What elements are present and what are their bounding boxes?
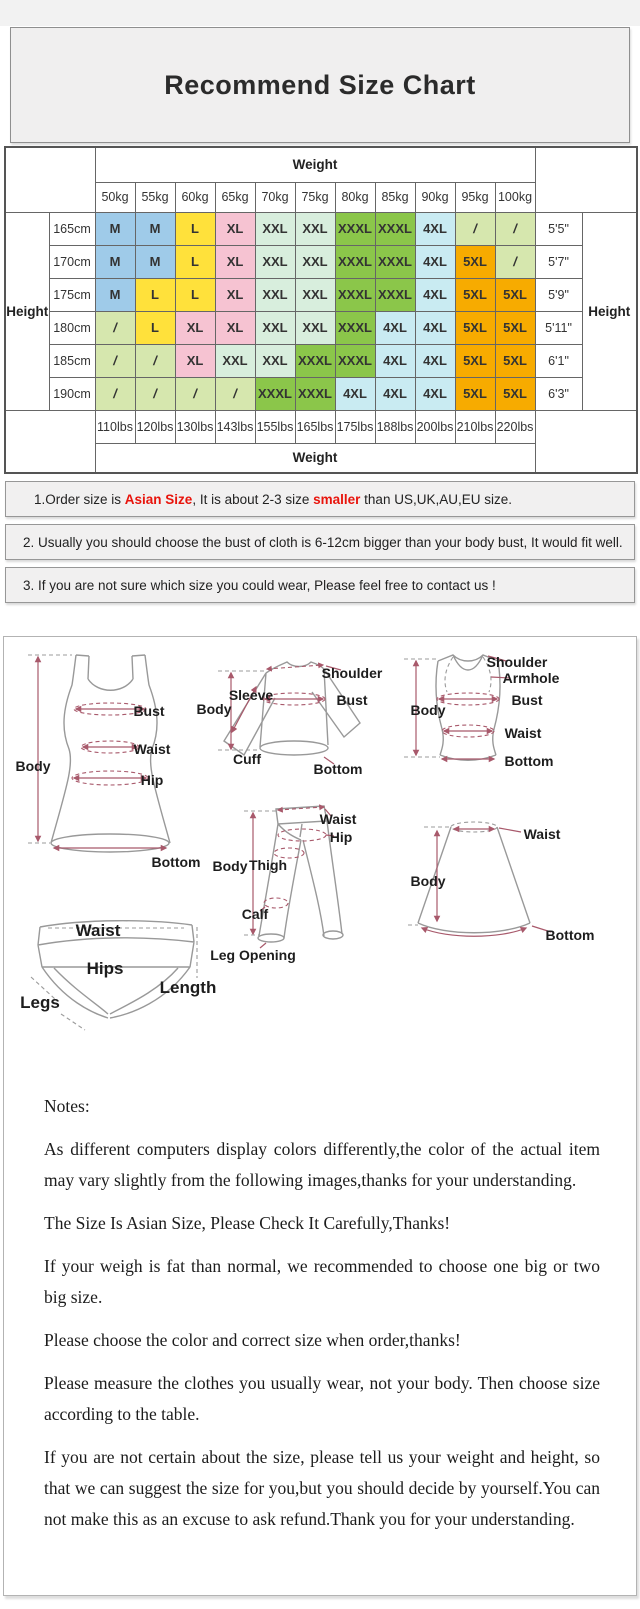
size-cell-180cm-95kg: 5XL [455,311,495,344]
dress-bust-label: Bust [133,703,165,719]
order-note-2 [5,524,635,560]
size-cell-185cm-80kg: XXXL [335,344,375,377]
note1-red-smaller: smaller [313,491,361,507]
size-cell-175cm-100kg: 5XL [495,278,535,311]
bottom-notes [4,1057,636,1535]
size-cell-170cm-80kg: XXXL [335,245,375,278]
size-cell-180cm-65kg: XL [215,311,255,344]
kg-label-4: 70kg [255,182,295,212]
size-table [4,146,638,474]
lbs-label-3: 143lbs [215,410,255,443]
skirt-body-label: Body [410,873,446,889]
height-ft-2: 5'9" [535,278,582,311]
pants-calf-label: Calf [241,906,269,922]
kg-label-0: 50kg [95,182,135,212]
size-cell-170cm-55kg: M [135,245,175,278]
size-cell-180cm-100kg: 5XL [495,311,535,344]
weight-header-top: Weight [95,147,535,182]
table-corner-top-right [535,147,637,212]
skirt-bottom-label: Bottom [545,927,595,943]
shirt-body-label: Body [196,701,232,717]
table-corner-bottom-left [5,410,95,473]
height-header-left: Height [5,212,49,410]
size-cell-165cm-50kg: M [95,212,135,245]
size-cell-180cm-50kg: / [95,311,135,344]
height-cm-3: 180cm [49,311,95,344]
size-cell-175cm-90kg: 4XL [415,278,455,311]
size-cell-180cm-60kg: XL [175,311,215,344]
page-title: Recommend Size Chart [164,69,476,100]
vest-bust-label: Bust [511,692,543,708]
lbs-label-9: 210lbs [455,410,495,443]
height-ft-1: 5'7" [535,245,582,278]
height-cm-4: 185cm [49,344,95,377]
bottom-notes-heading: Notes: [44,1096,90,1116]
size-cell-185cm-50kg: / [95,344,135,377]
size-cell-190cm-50kg: / [95,377,135,410]
size-cell-170cm-60kg: L [175,245,215,278]
bottom-note-paragraph: Please choose the color and correct size when order,thanks! [44,1330,461,1350]
top-margin-strip [0,0,640,26]
lbs-label-4: 155lbs [255,410,295,443]
height-cm-2: 175cm [49,278,95,311]
note3-text: 3. If you are not sure which size you could wear, Please feel free to contact us ! [23,577,496,593]
garment-diagrams [4,637,636,1057]
note1-text [34,492,512,507]
measurement-guide-box [3,636,637,1596]
lbs-label-2: 130lbs [175,410,215,443]
height-ft-5: 6'3" [535,377,582,410]
shirt-shoulder-label: Shoulder [321,665,383,681]
height-ft-0: 5'5" [535,212,582,245]
size-cell-190cm-55kg: / [135,377,175,410]
lbs-label-6: 175lbs [335,410,375,443]
size-cell-180cm-55kg: L [135,311,175,344]
note1-red-asian-size: Asian Size [124,491,193,507]
size-cell-185cm-65kg: XXL [215,344,255,377]
size-cell-165cm-85kg: XXXL [375,212,415,245]
briefs-waist-label: Waist [75,921,121,940]
skirt-waist-label: Waist [523,826,561,842]
briefs-hips-label: Hips [86,959,124,978]
pants-hip-label: Hip [329,829,353,845]
lbs-label-7: 188lbs [375,410,415,443]
height-cm-5: 190cm [49,377,95,410]
pants-waist-label: Waist [319,811,357,827]
size-cell-190cm-85kg: 4XL [375,377,415,410]
size-cell-190cm-90kg: 4XL [415,377,455,410]
kg-label-8: 90kg [415,182,455,212]
size-cell-170cm-50kg: M [95,245,135,278]
kg-label-5: 75kg [295,182,335,212]
size-cell-175cm-75kg: XXL [295,278,335,311]
shirt-sleeve-label: Sleeve [228,687,274,703]
pants-leg-opening-label: Leg Opening [210,947,296,963]
size-cell-175cm-85kg: XXXL [375,278,415,311]
height-header-right: Height [582,212,637,410]
vest-bottom-label: Bottom [504,753,554,769]
briefs-length-label: Length [159,978,217,997]
kg-label-10: 100kg [495,182,535,212]
dress-bottom-label: Bottom [151,854,201,870]
size-cell-190cm-75kg: XXXL [295,377,335,410]
table-corner-bottom-right [535,410,637,473]
kg-label-3: 65kg [215,182,255,212]
size-cell-190cm-100kg: 5XL [495,377,535,410]
size-cell-185cm-85kg: 4XL [375,344,415,377]
size-cell-185cm-55kg: / [135,344,175,377]
dress-hip-label: Hip [140,772,164,788]
briefs-legs-label: Legs [20,993,60,1012]
height-ft-4: 6'1" [535,344,582,377]
kg-label-6: 80kg [335,182,375,212]
size-cell-185cm-90kg: 4XL [415,344,455,377]
size-cell-190cm-95kg: 5XL [455,377,495,410]
size-cell-165cm-90kg: 4XL [415,212,455,245]
size-cell-190cm-60kg: / [175,377,215,410]
shirt-bottom-label: Bottom [313,761,363,777]
size-cell-180cm-85kg: 4XL [375,311,415,344]
size-cell-175cm-70kg: XXL [255,278,295,311]
size-cell-175cm-50kg: M [95,278,135,311]
lbs-label-5: 165lbs [295,410,335,443]
table-corner-top-left [5,147,95,212]
size-cell-185cm-75kg: XXXL [295,344,335,377]
bottom-note-paragraph: If you are not certain about the size, please tell us your weight and height, so that we can suggest the size for you,but you should decide by yourself.You can not make this as an excuse to ask refund.Thank you for your understanding. [44,1447,600,1529]
size-cell-185cm-60kg: XL [175,344,215,377]
size-cell-170cm-90kg: 4XL [415,245,455,278]
size-cell-190cm-65kg: / [215,377,255,410]
shirt-bust-label: Bust [336,692,368,708]
size-cell-180cm-70kg: XXL [255,311,295,344]
size-cell-165cm-55kg: M [135,212,175,245]
size-cell-175cm-95kg: 5XL [455,278,495,311]
vest-shoulder-label: Shoulder [486,654,548,670]
bottom-note-paragraph: The Size Is Asian Size, Please Check It Carefully,Thanks! [44,1213,451,1233]
title-box [10,27,630,143]
weight-header-bottom: Weight [95,443,535,473]
size-cell-175cm-65kg: XL [215,278,255,311]
size-cell-175cm-80kg: XXXL [335,278,375,311]
kg-label-2: 60kg [175,182,215,212]
size-cell-170cm-100kg: / [495,245,535,278]
dress-waist-label: Waist [133,741,171,757]
note1-part1: 1.Order size is [34,491,125,507]
size-cell-170cm-95kg: 5XL [455,245,495,278]
size-cell-165cm-100kg: / [495,212,535,245]
note1-part2: , It is about 2-3 size [192,491,314,507]
bottom-note-paragraph: Please measure the clothes you usually wear, not your body. Then choose size according to the table. [44,1373,600,1424]
size-cell-165cm-65kg: XL [215,212,255,245]
size-cell-180cm-75kg: XXL [295,311,335,344]
lbs-label-8: 200lbs [415,410,455,443]
size-table-body [5,147,637,473]
height-ft-3: 5'11" [535,311,582,344]
kg-label-1: 55kg [135,182,175,212]
size-cell-185cm-70kg: XXL [255,344,295,377]
size-cell-180cm-80kg: XXXL [335,311,375,344]
size-cell-175cm-55kg: L [135,278,175,311]
pants-body-label: Body [212,858,248,874]
bottom-note-paragraph: As different computers display colors differently,the color of the actual item may vary slightly from the following images,thanks for your understanding. [44,1139,600,1190]
kg-label-7: 85kg [375,182,415,212]
size-cell-165cm-75kg: XXL [295,212,335,245]
size-cell-170cm-70kg: XXL [255,245,295,278]
vest-waist-label: Waist [504,725,542,741]
size-cell-165cm-95kg: / [455,212,495,245]
lbs-label-1: 120lbs [135,410,175,443]
note2-text: 2. Usually you should choose the bust of cloth is 6-12cm bigger than your body bust, It would fit well. [23,534,623,550]
dress-body-label: Body [15,758,51,774]
size-cell-190cm-80kg: 4XL [335,377,375,410]
height-cm-0: 165cm [49,212,95,245]
order-note-3 [5,567,635,603]
size-cell-175cm-60kg: L [175,278,215,311]
bottom-note-paragraph: If your weigh is fat than normal, we recommended to choose one big or two big size. [44,1256,600,1307]
size-cell-165cm-70kg: XXL [255,212,295,245]
size-cell-185cm-100kg: 5XL [495,344,535,377]
pants-thigh-label: Thigh [248,857,288,873]
pants-diagram [241,806,343,948]
size-cell-170cm-75kg: XXL [295,245,335,278]
kg-label-9: 95kg [455,182,495,212]
note1-part3: than US,UK,AU,EU size. [360,491,512,507]
lbs-label-0: 110lbs [95,410,135,443]
size-cell-165cm-80kg: XXXL [335,212,375,245]
vest-armhole-label: Armhole [502,670,560,686]
size-cell-165cm-60kg: L [175,212,215,245]
size-cell-180cm-90kg: 4XL [415,311,455,344]
height-cm-1: 170cm [49,245,95,278]
lbs-label-10: 220lbs [495,410,535,443]
vest-body-label: Body [410,702,446,718]
shirt-cuff-label: Cuff [233,751,261,767]
size-cell-170cm-85kg: XXXL [375,245,415,278]
size-cell-185cm-95kg: 5XL [455,344,495,377]
size-cell-190cm-70kg: XXXL [255,377,295,410]
order-note-1 [5,481,635,517]
size-cell-170cm-65kg: XL [215,245,255,278]
